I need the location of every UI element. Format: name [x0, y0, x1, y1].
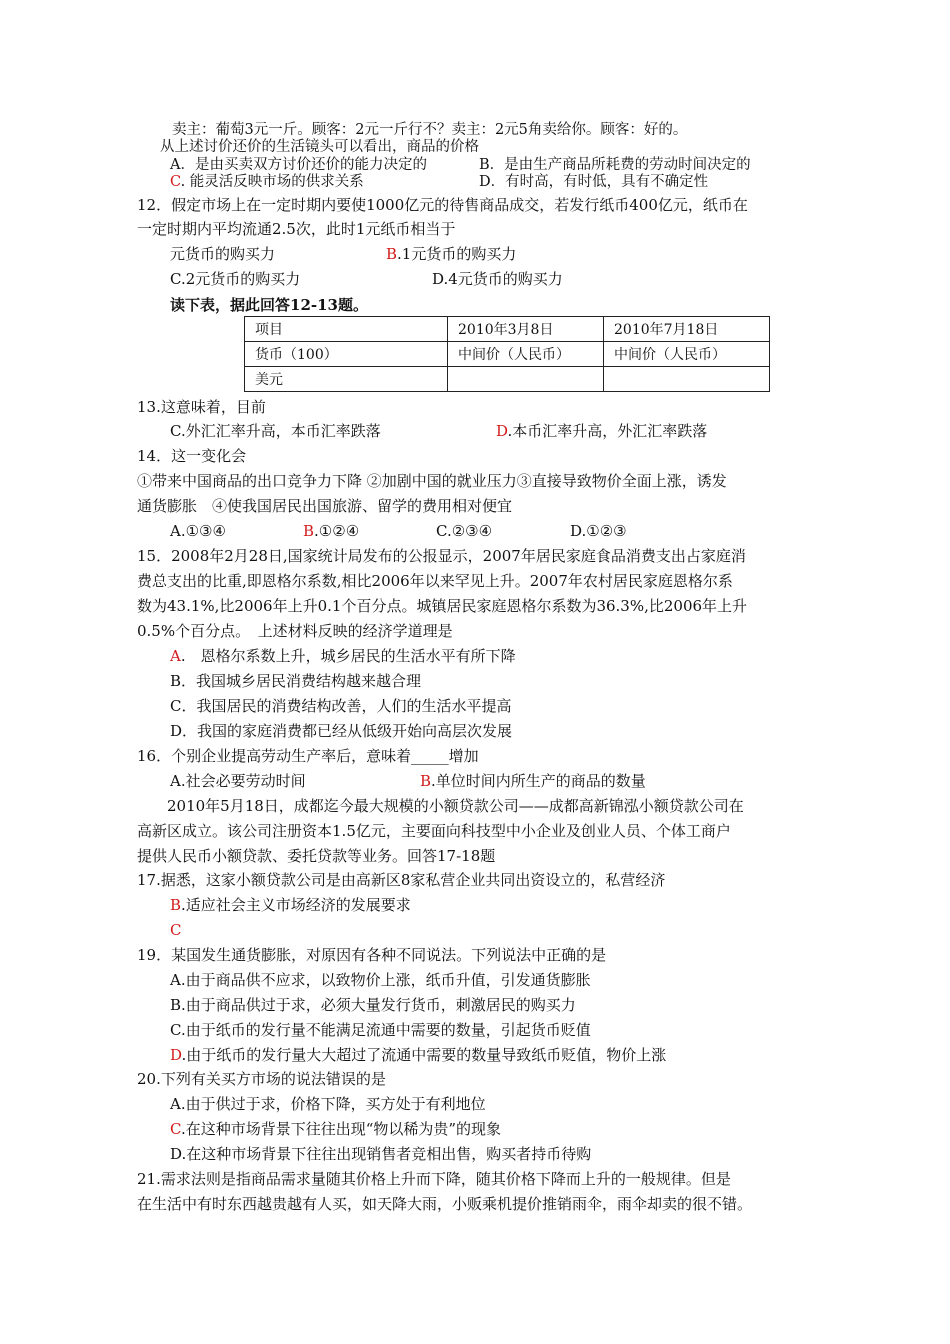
option-c: C.2元货币的购买力: [170, 270, 301, 288]
option-c: C.由于纸币的发行量不能满足流通中需要的数量，引起货币贬值: [170, 1021, 591, 1039]
option-a: A．是由买卖双方讨价还价的能力决定的: [170, 157, 427, 173]
question-13: 13.这意味着，目前: [137, 398, 266, 416]
option-a: A. 恩格尔系数上升，城乡居民的生活水平有所下降: [170, 647, 516, 665]
table-cell: 中间价（人民币）: [448, 342, 604, 367]
question-15: 15．2008年2月28日,国家统计局发布的公报显示，2007年居民家庭食品消费支出占家庭消: [137, 547, 746, 565]
answer-letter: C: [170, 1120, 181, 1138]
option-d: D．有时高，有时低，具有不确定性: [479, 174, 709, 190]
option-b: B.由于商品供过于求，必须大量发行货币，刺激居民的购买力: [170, 996, 576, 1014]
table-cell: 中间价（人民币）: [604, 342, 770, 367]
option-b: B.1元货币的购买力: [386, 245, 517, 263]
question-14-items: ①带来中国商品的出口竞争力下降 ②加剧中国的就业压力③直接导致物价全面上涨，诱发: [137, 472, 727, 490]
answer-letter: B: [386, 245, 398, 263]
option-b: B.适应社会主义市场经济的发展要求: [170, 896, 411, 914]
question-20: 20.下列有关买方市场的说法错误的是: [137, 1070, 386, 1088]
option-d: D.本币汇率升高，外汇汇率跌落: [496, 422, 708, 440]
option-d: D.①②③: [570, 522, 627, 540]
option-a: A.由于商品供不应求，以致物价上涨，纸币升值，引发通货膨胀: [170, 971, 591, 989]
question-17: 17.据悉，这家小额贷款公司是由高新区8家私营企业共同出资设立的，私营经济: [137, 871, 666, 889]
exchange-rate-table: [244, 316, 770, 392]
question-21: 21.需求法则是指商品需求量随其价格上升而下降，随其价格下降而上升的一般规律。但是: [137, 1170, 731, 1188]
question-12-cont: 一定时期内平均流通2.5次，此时1元纸币相当于: [137, 220, 456, 238]
table-instruction: 读下表，据此回答12-13题。: [170, 296, 368, 314]
answer-letter: A: [170, 647, 181, 665]
option-b: B．是由生产商品所耗费的劳动时间决定的: [479, 157, 751, 173]
question-16: 16．个别企业提高劳动生产率后，意味着_____增加: [137, 747, 479, 765]
option-a: A.由于供过于求，价格下降，买方处于有利地位: [170, 1095, 486, 1113]
table-row: [245, 367, 770, 392]
option-b: B．我国城乡居民消费结构越来越合理: [170, 672, 422, 690]
table-cell: [448, 367, 604, 392]
question-19: 19．某国发生通货膨胀，对原因有各种不同说法。下列说法中正确的是: [137, 946, 607, 964]
question-15-cont: 数为43.1%,比2006年上升0.1个百分点。城镇居民家庭恩格尔系数为36.3%,比2006年上升: [137, 597, 748, 615]
question-15-cont: 0.5%个百分点。 上述材料反映的经济学道理是: [137, 622, 453, 640]
option-d: D.在这种市场背景下往往出现销售者竞相出售，购买者持币待购: [170, 1145, 592, 1163]
option-c: C.外汇汇率升高，本币汇率跌落: [170, 422, 381, 440]
answer-letter: D: [496, 422, 508, 440]
option-c: C. 能灵活反映市场的供求关系: [170, 174, 364, 190]
table-row: [245, 342, 770, 367]
dialogue-line: 卖主：葡萄3元一斤。顾客：2元一斤行不？卖主：2元5角卖给你。顾客：好的。: [172, 122, 688, 138]
answer-letter: B: [303, 522, 315, 540]
question-12: 12．假定市场上在一定时期内要使1000亿元的待售商品成交，若发行纸币400亿元，纸币在: [137, 196, 748, 214]
option-c: C.在这种市场背景下往往出现“物以稀为贵”的现象: [170, 1120, 502, 1138]
option-c: C．我国居民的消费结构改善，人们的生活水平提高: [170, 697, 512, 715]
question-14-items-cont: 通货膨胀 ④使我国居民出国旅游、留学的费用相对便宜: [137, 497, 513, 515]
option-b: B.①②④: [303, 522, 360, 540]
table-cell: 项目: [245, 317, 448, 342]
passage: 2010年5月18日，成都迄今最大规模的小额贷款公司——成都高新锦泓小额贷款公司在: [137, 797, 744, 815]
table-cell: [604, 367, 770, 392]
table-cell: 2010年7月18日: [604, 317, 770, 342]
answer-letter: D: [170, 1046, 182, 1064]
question-14: 14．这一变化会: [137, 447, 247, 465]
option-b: B.单位时间内所生产的商品的数量: [420, 772, 646, 790]
passage-cont: 提供人民币小额贷款、委托贷款等业务。回答17-18题: [137, 847, 496, 865]
option-a: A.①③④: [170, 522, 226, 540]
option-c: C.②③④: [436, 522, 493, 540]
option-a: A.社会必要劳动时间: [170, 772, 306, 790]
table-cell: 货币（100）: [245, 342, 448, 367]
option-d: D．我国的家庭消费都已经从低级开始向高层次发展: [170, 722, 513, 740]
answer-letter: B: [420, 772, 432, 790]
answer-letter: C: [170, 174, 181, 190]
table-cell: 2010年3月8日: [448, 317, 604, 342]
table-cell: 美元: [245, 367, 448, 392]
option-a: 元货币的购买力: [170, 245, 276, 263]
answer-letter: C: [170, 921, 182, 939]
answer-letter: B: [170, 896, 182, 914]
question-21-cont: 在生活中有时东西越贵越有人买，如天降大雨，小贩乘机提价推销雨伞，雨伞却卖的很不错。: [137, 1195, 753, 1213]
table-header-row: [245, 317, 770, 342]
option-d: D.由于纸币的发行量大大超过了流通中需要的数量导致纸币贬值，物价上涨: [170, 1046, 667, 1064]
question-15-cont: 费总支出的比重,即恩格尔系数,相比2006年以来罕见上升。2007年农村居民家庭恩格尔系: [137, 572, 733, 590]
question-stem: 从上述讨价还价的生活镜头可以看出，商品的价格: [160, 139, 479, 155]
option-d: D.4元货币的购买力: [432, 270, 563, 288]
passage-cont: 高新区成立。该公司注册资本1.5亿元，主要面向科技型中小企业及创业人员、个体工商户: [137, 822, 731, 840]
